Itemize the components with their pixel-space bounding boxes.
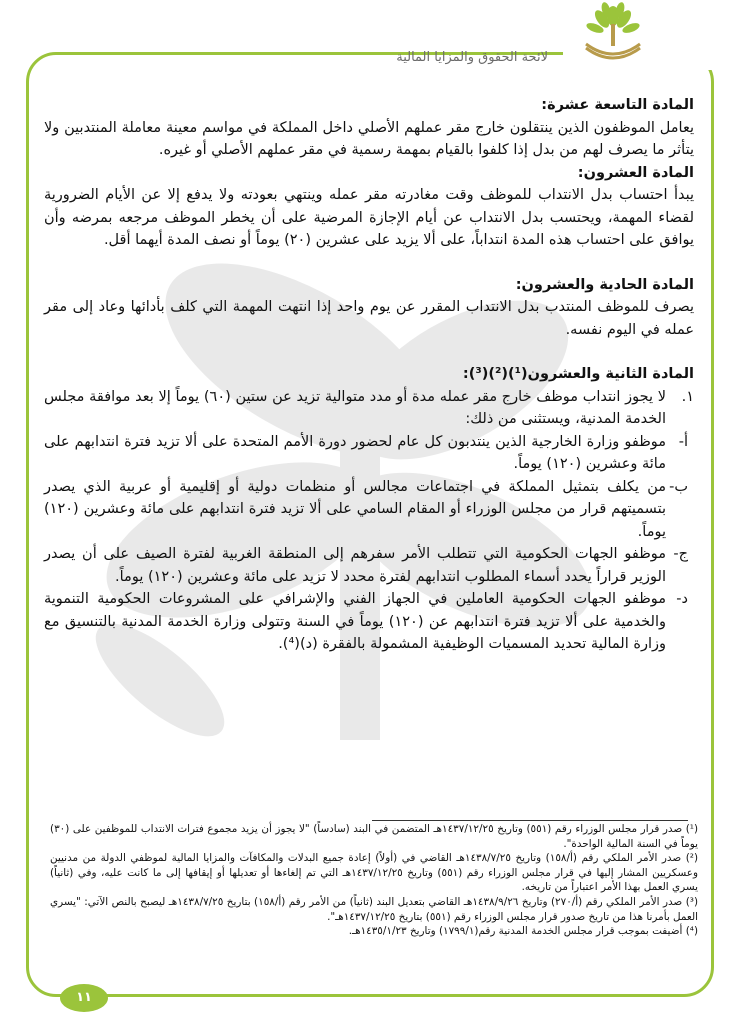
- article-19-body: يعامل الموظفون الذين ينتقلون خارج مقر عملهم الأصلي داخل المملكة في مواسم معينة معاملة المنتدبين ولا يتأثر ما يصرف لهم من بدل إذا كلفوا بالقيام بمهمة رسمية في مقر عملهم الأصلي أو غيره.: [44, 119, 694, 158]
- list-marker: ب-: [669, 478, 688, 495]
- footnote-1: (¹) صدر قرار مجلس الوزراء رقم (٥٥١) وتاريخ ١٤٣٧/١٢/٢٥هـ المتضمن في البند (سادساً) "لا يجوز أن يزيد مجموع فترات الانتداب للموظفين على (٣٠) يوماً في السنة المالية الواحدة".: [50, 823, 698, 850]
- spacer: [44, 252, 694, 274]
- list-marker: ج-: [673, 546, 688, 562]
- article-22-sub-d: [44, 588, 694, 656]
- footnote-3: (³) صدر الأمر الملكي رقم (أ/٢٧٠) وتاريخ ١٤٣٨/٩/٢٦هـ القاضي بتعديل البند (ثانياً) من الأمر رقم (أ/١٥٨) بتاريخ ١٤٣٨/٧/٢٥هـ ليصبح بالنص الآتي: "يسري العمل بأمرنا هذا من تاريخ صدور قرار مجلس الوزراء رقم (٥٥١) بتاريخ ١٤٣٧/١٢/٢٥هـ".: [50, 895, 698, 923]
- article-22-item-1: [44, 386, 694, 431]
- list-item-text: موظفو الجهات الحكومية العاملين في الجهاز الفني والإشرافي على المشروعات الحكومية التنموية والخدمية على ألا تزيد فترة انتدابهم عن (١٢٠) يوماً في السنة وتتولى وزارة الخدمة المدنية بالتنسيق مع وزارة المالية تحديد المسميات الوظيفية المشمولة بالفقرة (د)(⁴).: [44, 591, 666, 652]
- document-header-title: لائحة الحقوق والمزايا المالية: [396, 50, 548, 65]
- list-item-text: موظفو الجهات الحكومية التي تتطلب الأمر سفرهم إلى المنطقة الغربية لفترة الصيف على أن يصدر الوزير قراراً يحدد أسماء المطلوب انتدابهم لفترة محدد لا تزيد على مائة وعشرين (١٢٠) يوماً.: [44, 546, 666, 585]
- article-19-heading: المادة التاسعة عشرة:: [541, 97, 694, 113]
- article-21-body: يصرف للموظف المنتدب بدل الانتداب المقرر عن يوم واحد إذا انتهت المهمة التي كلف بأدائها وعاد إلى مقر عمله في اليوم نفسه.: [44, 299, 694, 338]
- list-item-text: موظفو وزارة الخارجية الذين ينتدبون كل عام لحضور دورة الأمم المتحدة على ألا تزيد فترة انتدابهم على مائة وعشرين (١٢٠) يوماً.: [44, 433, 666, 472]
- article-22-sub-a: [44, 431, 694, 476]
- list-marker: ١.: [681, 388, 694, 405]
- palm-swords-emblem-icon: [568, 2, 658, 64]
- list-item-text: من يكلف بتمثيل المملكة في اجتماعات مجالس أو منظمات دولية أو إقليمية أو عربية الذي يصدر بتسميتهم قرار من مجلس الوزراء أو المقام السامي على ألا تزيد فترة انتدابهم على مائة وعشرين (١٢٠) يوماً.: [44, 478, 666, 540]
- article-22-heading: المادة الثانية والعشرون(¹)(²)(³):: [462, 366, 694, 382]
- spacer: [44, 341, 694, 363]
- footnotes: [50, 822, 698, 939]
- article-21-heading: المادة الحادية والعشرون:: [515, 276, 694, 293]
- document-body: [44, 94, 694, 656]
- list-marker: د-: [676, 591, 688, 607]
- list-marker: أ-: [678, 433, 688, 450]
- footnote-4: (⁴) أضيفت بموجب قرار مجلس الخدمة المدنية رقم(١٧٩٩/١) وتاريخ ١٤٣٥/١/٢٣هـ.: [348, 925, 698, 938]
- article-22-sub-b: [44, 476, 694, 544]
- article-22-sub-c: [44, 543, 694, 588]
- page-number-badge: ١١: [60, 984, 108, 1012]
- list-item-text: لا يجوز انتداب موظف خارج مقر عمله مدة أو مدد متوالية تزيد عن ستين (٦٠) يوماً إلا بعد موافقة مجلس الخدمة المدنية، ويستثنى من ذلك:: [44, 388, 667, 427]
- article-20-heading: المادة العشرون:: [577, 164, 694, 181]
- footnote-2: (²) صدر الأمر الملكي رقم (أ/١٥٨) وتاريخ ١٤٣٨/٧/٢٥هـ القاضي في (أولاً) إعادة جميع البدلات والمكافآت والمزايا المالية لموظفي الدولة من مدنيين وعسكريين المشار إليها في قرار مجلس الوزراء رقم (٥٥١) وتاريخ ١٤٣٧/١٢/٢٥هـ التي تم إلغاءها أو تعديلها أو إيقافها إلى ما كانت عليه، وفي (ثانياً) يسري العمل بهذا الأمر اعتباراً من تاريخه.: [50, 852, 699, 894]
- article-20-body: يبدأ احتساب بدل الانتداب للموظف وقت مغادرته مقر عمله وينتهي بعودته ولا يدفع إلا عن الأيام الضرورية لقضاء المهمة، ويحتسب بدل الانتداب عن أيام الإجازة المرضية على أن يخطر الموظف مرجعه بمرضه وأن يوافق على احتساب هذه المدة انتداباً، على ألا يزيد على عشرين (٢٠) يوماً أو نصف المدة أيهما أقل.: [44, 187, 694, 248]
- footnote-separator: [372, 820, 688, 821]
